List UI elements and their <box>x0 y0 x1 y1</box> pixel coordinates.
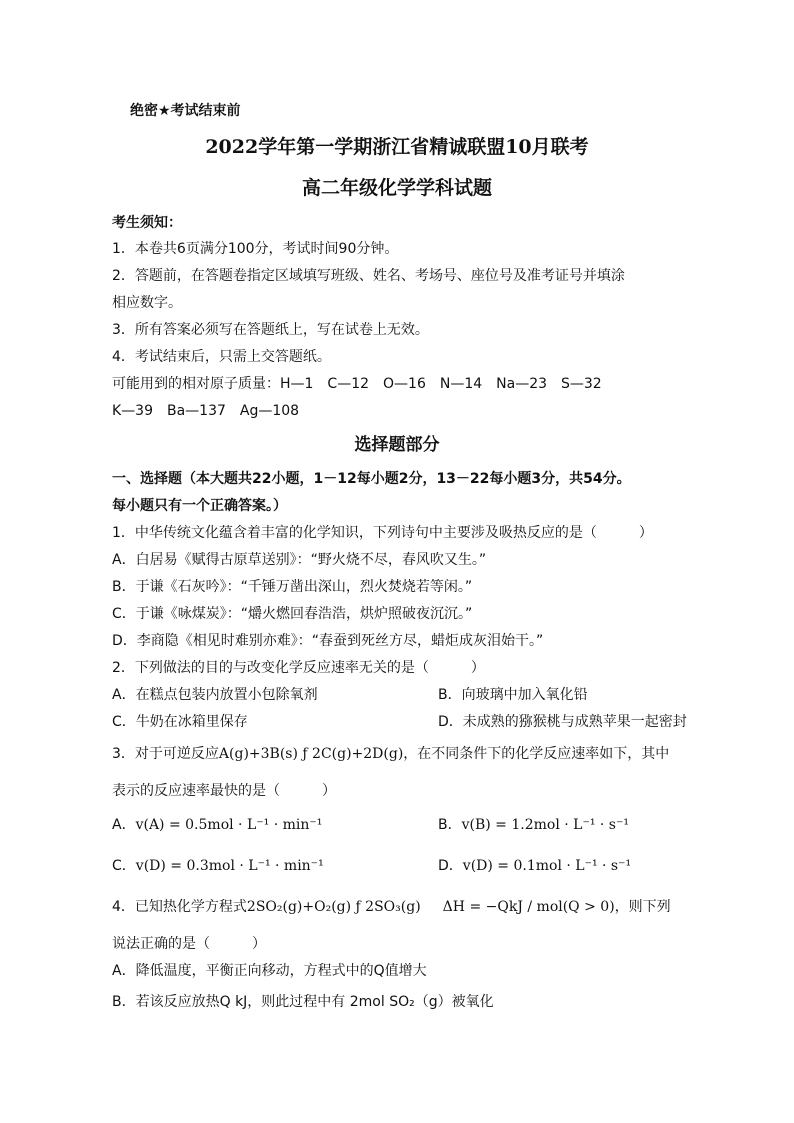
q3-stem-suffix: ，在不同条件下的化学反应速率如下，其中 <box>403 746 670 762</box>
q2-option-a: A．在糕点包装内放置小包除氧剂 <box>112 687 318 703</box>
q2-option-c: C．牛奶在冰箱里保存 <box>112 714 248 730</box>
q3-option-d <box>438 857 631 875</box>
q1-option-b: B．于谦《石灰吟》：“千锤万凿出深山，烈火焚烧若等闲。” <box>112 579 473 595</box>
q4-stem-prefix: 4．已知热化学方程式 <box>112 899 247 915</box>
q4-option-b: B．若该反应放热Q kJ，则此过程中有 2mol SO₂（g）被氧化 <box>112 994 494 1010</box>
exam-subtitle: 高二年级化学学科试题 <box>301 177 492 199</box>
q2-option-b: B．向玻璃中加入氧化铅 <box>438 687 588 703</box>
q1-stem: 1．中华传统文化蕴含着丰富的化学知识，下列诗句中主要涉及吸热反应的是（ ） <box>112 525 653 541</box>
q1-option-d: D．李商隐《相见时难别亦难》：“春蚕到死丝方尽，蜡炬成灰泪始干。” <box>112 633 544 649</box>
q4-stem-line2: 说法正确的是（ ） <box>112 936 266 952</box>
q3-option-d-label: D． <box>438 858 463 874</box>
section-heading-2: 每小题只有一个正确答案。） <box>112 498 287 514</box>
section-title: 选择题部分 <box>354 435 440 455</box>
q1-option-a: A．白居易《赋得古原草送别》：“野火烧不尽，春风吹又生。” <box>112 552 487 568</box>
q3-option-b <box>438 816 629 834</box>
notice-item-2: 2．答题前，在答题卷指定区域填写班级、姓名、考场号、座位号及准考证号并填涂 <box>112 268 625 284</box>
exam-title: 2022学年第一学期浙江省精诚联盟10月联考 <box>205 136 589 158</box>
notice-item-4: 4．考试结束后，只需上交答题纸。 <box>112 349 331 365</box>
q3-option-a-expr: v(A) = 0.5mol · L⁻¹ · min⁻¹ <box>135 817 323 833</box>
q3-option-c <box>112 857 324 875</box>
notice-item-3: 3．所有答案必须写在答题纸上，写在试卷上无效。 <box>112 322 429 338</box>
q3-option-d-expr: v(D) = 0.1mol · L⁻¹ · s⁻¹ <box>462 858 632 874</box>
q4-stem <box>112 898 671 916</box>
q3-option-b-expr: v(B) = 1.2mol · L⁻¹ · s⁻¹ <box>461 817 629 833</box>
notice-item-1: 1．本卷共6页满分100分，考试时间90分钟。 <box>112 241 399 257</box>
atomic-masses-line-1: 可能用到的相对原子质量：H—1 C—12 O—16 N—14 Na—23 S—32 <box>112 376 602 392</box>
q2-stem: 2．下列做法的目的与改变化学反应速率无关的是（ ） <box>112 660 485 676</box>
q4-option-a: A．降低温度，平衡正向移动，方程式中的Q值增大 <box>112 963 427 979</box>
q3-option-c-label: C． <box>112 858 136 874</box>
q3-option-a-label: A． <box>112 817 136 833</box>
q3-option-a <box>112 816 322 834</box>
q4-stem-suffix: ，则下列 <box>614 899 671 915</box>
q3-option-b-label: B． <box>438 817 462 833</box>
notice-item-2-cont: 相应数字。 <box>112 295 182 311</box>
q3-stem <box>112 745 669 763</box>
q3-stem-prefix: 3．对于可逆反应 <box>112 746 219 762</box>
q3-stem-line2: 表示的反应速率最快的是（ ） <box>112 783 336 799</box>
secret-label: 绝密★考试结束前 <box>130 103 241 119</box>
q1-option-c: C．于谦《咏煤炭》：“爝火燃回春浩浩，烘炉照破夜沉沉。” <box>112 606 473 622</box>
section-heading-1: 一、选择题（本大题共22小题，1－12每小题2分，13－22每小题3分，共54分。 <box>112 471 631 487</box>
q3-option-c-expr: v(D) = 0.3mol · L⁻¹ · min⁻¹ <box>135 858 324 874</box>
q2-option-d: D．未成熟的猕猴桃与成熟苹果一起密封 <box>438 714 687 730</box>
atomic-masses-line-2: K—39 Ba—137 Ag—108 <box>112 403 300 419</box>
notice-heading: 考生须知： <box>112 215 182 231</box>
q4-equation: 2SO₂(g)+O₂(g) ƒ 2SO₃(g) <box>246 899 421 915</box>
q4-enthalpy: ΔH = −QkJ / mol(Q > 0) <box>442 899 615 915</box>
q3-equation: A(g)+3B(s) ƒ 2C(g)+2D(g) <box>218 746 404 762</box>
